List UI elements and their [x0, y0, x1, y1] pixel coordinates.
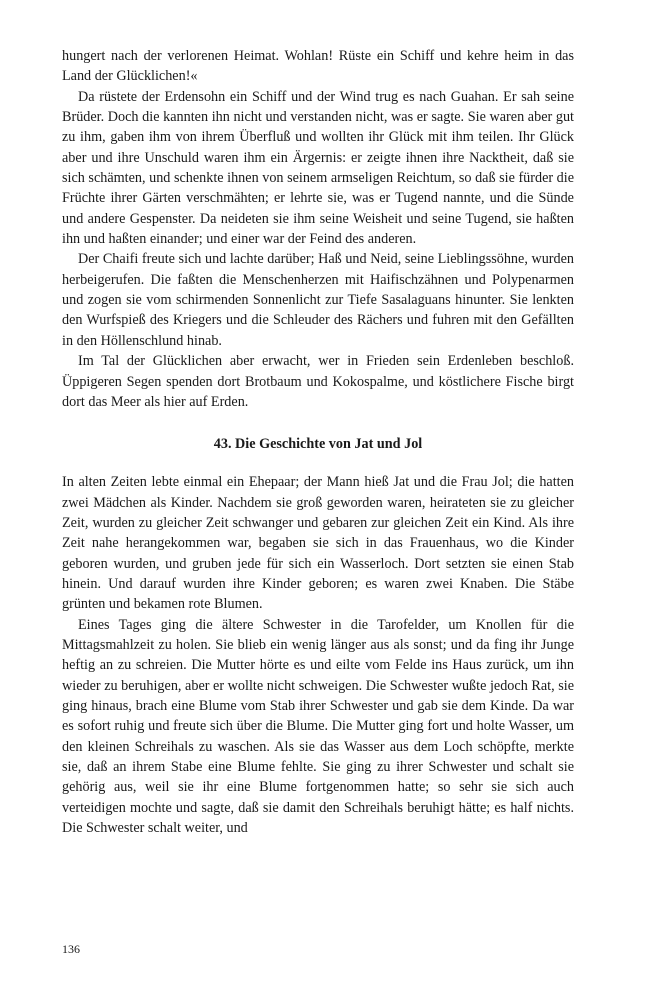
page-number: 136: [62, 942, 80, 956]
chapter-title: 43. Die Geschichte von Jat und Jol: [213, 436, 423, 453]
paragraph: Eines Tages ging die ältere Schwester in die Tarofelder, um Knollen für die Mittagsmahlzeit zu holen. Sie blieb ein wenig länger aus als sonst; und da fing ihr Junge heftig an zu schreien. Die Mutter hörte es und eilte vom Felde ins Haus zurück, um ihn wieder zu beruhigen, aber er wollte nicht schweigen. Die Schwester wußte jedoch Rat, sie ging hinaus, brach eine Blume vom Stab ihrer Schwester und gab sie dem Kinde. Da war es sofort ruhig und freute sich über die Blume. Die Mutter ging fort und holte Wasser, um den kleinen Schreihals zu waschen. Als sie das Wasser aus dem Loch schöpfte, merkte sie, daß an ihrem Stabe eine Blume fehlte. Sie ging zu ihrer Schwester und schalt sie gehörig aus, weil sie ihr eine Blume fortgenommen hatte; so sehr sie sich auch verteidigen mochte und sagte, daß sie damit den Schreihals beruhigt hätte; es half nichts. Die Schwester schalt weiter, und: [62, 616, 574, 837]
paragraph: Im Tal der Glücklichen aber erwacht, wer in Frieden sein Erdenleben beschloß. Üppigeren Segen spenden dort Brotbaum und Kokospalme, und köstlichere Fische birgt dort das Meer als hier auf Erden.: [62, 353, 574, 410]
page-body: [62, 46, 574, 838]
paragraph: In alten Zeiten lebte einmal ein Ehepaar; der Mann hieß Jat und die Frau Jol; die hatten zwei Mädchen als Kinder. Nachdem sie groß geworden waren, heirateten sie zu gleicher Zeit, wurden zu gleicher Zeit schwanger und gebaren zur gleichen Zeit ein Kind. Als ihre Zeit nahe herangekommen war, begaben sie sich in das Frauenhaus, wo die Kinder geboren wurden, und gruben jede für sich ein Wasserloch. Dort setzten sie einen Stab hinein. Und darauf wurden ihre Kinder geboren; es waren zwei Knaben. Die Stäbe grünten und bekamen rote Blumen.: [62, 474, 574, 613]
paragraph: Der Chaifi freute sich und lachte darüber; Haß und Neid, seine Lieblingssöhne, wurden herbeigerufen. Die faßten die Menschenherzen mit Haifischzähnen und Polypenarmen und zogen sie vom schirmenden Sonnenlicht zur Tiefe Sasalaguans hinunter. Sie lenkten den Wurfspieß des Kriegers und die Schleuder des Rächers und fuhren mit den Gefällten in den Höllenschlund hinab.: [62, 251, 574, 349]
paragraph-continued: hungert nach der verlorenen Heimat. Wohlan! Rüste ein Schiff und kehre heim in das Land der Glücklichen!«: [62, 48, 574, 85]
paragraph: Da rüstete der Erdensohn ein Schiff und der Wind trug es nach Guahan. Er sah seine Brüder. Doch die kannten ihn nicht und verstanden nicht, was er sagte. Sie waren aber gut zu ihm, gaben ihm von ihrem Überfluß und wollten ihr Glück mit ihm teilen. Ihr Glück aber und ihre Unschuld waren ihm ein Ärgernis: er zeigte ihnen ihre Nacktheit, daß sie sich schämten, und schenkte ihnen von seinem armseligen Reichtum, so daß sie fürder die Früchte ihrer Gärten verschmähten; er lehrte sie, was er Tugend nannte, und die Sünde und andere Gespenster. Da neideten sie ihm seine Weisheit und seine Tugend, sie haßten ihn und haßten einander; und einer war der Feind des anderen.: [62, 88, 574, 248]
